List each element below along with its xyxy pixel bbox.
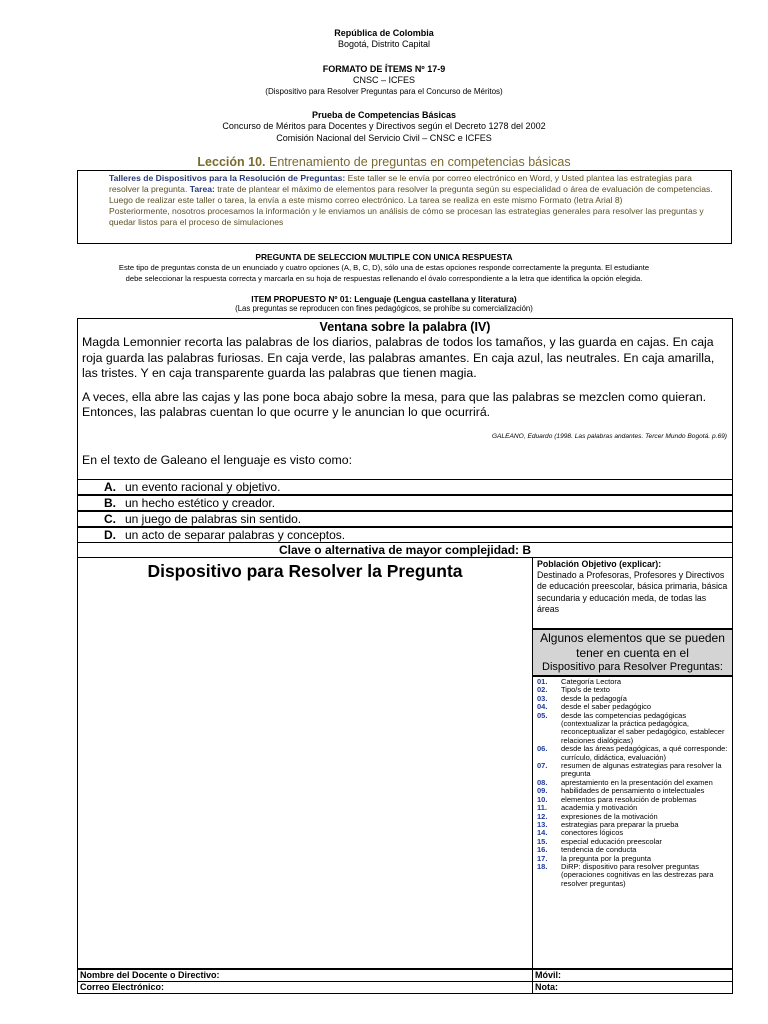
list-item xyxy=(537,762,730,779)
item-text: la pregunta por la pregunta xyxy=(561,853,652,863)
option-d[interactable] xyxy=(77,527,733,543)
item-text: desde el saber pedagógico xyxy=(561,702,652,712)
device-answer-area[interactable] xyxy=(77,557,533,969)
format-title: FORMATO DE ÍTEMS Nº 17-9 xyxy=(322,64,446,74)
option-b[interactable] xyxy=(77,495,733,511)
item-number: 18. xyxy=(537,861,548,871)
item-number: 01. xyxy=(537,677,548,686)
question-title: Ventana sobre la palabra (IV) xyxy=(319,320,491,334)
header-device: (Dispositivo para Resolver Preguntas para el Concurso de Méritos) xyxy=(265,87,503,96)
item-text: DiRP: dispositivo para resolver preguntas (operaciones cognitivas en las destrezas para resolver preguntas) xyxy=(561,861,714,888)
item-number: 16. xyxy=(537,845,548,855)
item-text: aprestamiento en la presentación del examen xyxy=(561,777,713,787)
item-text: expresiones de la motivación xyxy=(561,811,658,821)
elements-header-line2: Dispositivo para Resolver Preguntas: xyxy=(542,661,723,673)
footer-divider xyxy=(532,981,533,994)
option-c[interactable] xyxy=(77,511,733,527)
elements-list xyxy=(532,676,733,969)
option-letter: B. xyxy=(104,496,116,510)
contest-line: Concurso de Méritos para Docentes y Directivos según el Decreto 1278 del 2002 xyxy=(222,121,546,131)
lesson-heading xyxy=(0,155,768,169)
item-number: 15. xyxy=(537,836,548,846)
list-item xyxy=(537,712,730,746)
item-number: 11. xyxy=(537,803,548,813)
item-text: Tipo/s de texto xyxy=(561,685,610,695)
option-letter: C. xyxy=(104,512,116,526)
option-letter: D. xyxy=(104,528,116,542)
item-text: habilidades de pensamiento o intelectuales xyxy=(561,786,705,796)
item-number: 07. xyxy=(537,761,548,771)
list-item xyxy=(537,863,730,888)
answer-key: Clave o alternativa de mayor complejidad: B xyxy=(77,542,733,558)
item-text: estrategias para preparar la prueba xyxy=(561,819,679,829)
population-text: Destinado a Profesoras, Profesores y Directivos de educación preescolar, básica primaria, básica secundaria y educación meda, de todas las áreas xyxy=(537,570,728,614)
header-city: Bogotá, Distrito Capital xyxy=(337,39,431,49)
question-paragraph-2: A veces, ella abre las cajas y las pone boca abajo sobre la mesa, para que las palabras se mezclen como quieran. Entonces, las palabras cuentan lo que ocurre y le anuncian lo que ocurrirá. xyxy=(82,389,707,419)
elements-header-line1: Algunos elementos que se pueden tener en cuenta en el xyxy=(540,631,725,660)
item-number: 17. xyxy=(537,853,548,863)
grade-field[interactable]: Nota: xyxy=(535,982,558,992)
footer-row-email xyxy=(77,981,733,994)
item-text: conectores lógicos xyxy=(561,828,624,838)
banner-lead-bold: Talleres de Dispositivos para la Resolución de Preguntas: xyxy=(109,173,346,183)
item-text: Categoría Lectora xyxy=(561,677,622,686)
population-title: Población Objetivo (explicar): xyxy=(537,559,662,569)
item-number: 08. xyxy=(537,777,548,787)
header-org: CNSC – ICFES xyxy=(352,75,415,85)
item-number: 12. xyxy=(537,811,548,821)
question-citation: GALEANO, Eduardo (1998. Las palabras andantes. Tercer Mundo Bogotá. p.69) xyxy=(491,433,727,440)
item-text: desde las competencias pedagógicas (contextualizar la práctica pedagógica, reconceptualizar el saber pedagógico, establecer relaciones dialógicas) xyxy=(561,710,725,745)
question-box xyxy=(77,318,733,480)
option-letter: A. xyxy=(104,480,116,494)
question-paragraph-1: Magda Lemonnier recorta las palabras de los diarios, palabras de todos los tamaños, y las guarda en cajas. En caja roja guarda las palabras furiosas. En caja verde, las palabras amantes. En caja azul, las neutrales. En caja amarilla, las tristes. Y en caja transparente guarda las palabras que tienen magia. xyxy=(82,335,715,380)
item-number: 13. xyxy=(537,819,548,829)
option-a[interactable] xyxy=(77,479,733,495)
banner-lead-text: Este taller se le envía por correo electrónico en Word, y Usted plantea las estrategias para resolver la pregunta. xyxy=(109,173,692,194)
section-desc-2: debe seleccionar la respuesta correcta y marcarla en su hoja de respuestas rellenando el óvalo correspondiente a la letra que identifica la opción elegida. xyxy=(125,274,643,283)
section-desc-1: Este tipo de preguntas consta de un enunciado y cuatro opciones (A, B, C, D), sólo una de estas opciones responde correctamente la pregunta. El estudiante xyxy=(118,263,650,272)
item-text: elementos para resolución de problemas xyxy=(561,794,697,804)
option-text: un evento racional y objetivo. xyxy=(125,480,281,494)
banner-line3: Luego de realizar este taller o tarea, la envía a este mismo correo electrónico. La tarea se realiza en este mismo Formato (letra Arial 8) xyxy=(109,194,623,205)
question-stem: En el texto de Galeano el lenguaje es visto como: xyxy=(82,453,353,467)
teacher-name-field[interactable]: Nombre del Docente o Directivo: xyxy=(80,970,220,980)
item-text: resumen de algunas estrategias para resolver la pregunta xyxy=(561,761,722,779)
mobile-field[interactable]: Móvil: xyxy=(535,970,561,980)
population-box xyxy=(532,557,733,629)
banner-task-text: trate de plantear el máximo de elementos para resolver la pregunta según su especialidad o área de evaluación de competencias. xyxy=(217,183,713,194)
item-text: especial educación preescolar xyxy=(561,836,662,846)
commission-line: Comisión Nacional del Servicio Civil – CNSC e ICFES xyxy=(276,133,492,143)
item-number: 06. xyxy=(537,744,548,754)
device-title: Dispositivo para Resolver la Pregunta xyxy=(147,561,463,581)
header-country: República de Colombia xyxy=(334,28,434,38)
lesson-title: Entrenamiento de preguntas en competencias básicas xyxy=(269,155,571,169)
banner-task-bold: Tarea: xyxy=(189,183,215,194)
email-field[interactable]: Correo Electrónico: xyxy=(80,982,165,992)
item-number: 02. xyxy=(537,685,548,695)
item-text: desde las áreas pedagógicas, a qué corresponde: currículo, didáctica, evaluación) xyxy=(561,744,728,762)
item-number: 14. xyxy=(537,828,548,838)
section-title: PREGUNTA DE SELECCION MULTIPLE CON UNICA RESPUESTA xyxy=(255,252,513,262)
elements-header xyxy=(532,629,733,676)
option-text: un acto de separar palabras y conceptos. xyxy=(125,528,346,542)
item-note: (Las preguntas se reproducen con fines pedagógicos, se prohíbe su comercialización) xyxy=(235,304,533,313)
item-number: 10. xyxy=(537,794,548,804)
workshop-banner xyxy=(77,170,732,244)
option-text: un hecho estético y creador. xyxy=(125,496,276,510)
item-number: 09. xyxy=(537,786,548,796)
lesson-number: Lección 10. xyxy=(197,155,266,169)
item-number: 03. xyxy=(537,693,548,703)
item-text: academia y motivación xyxy=(561,803,638,813)
item-text: desde la pedagogía xyxy=(561,693,627,703)
option-text: un juego de palabras sin sentido. xyxy=(125,512,302,526)
test-title: Prueba de Competencias Básicas xyxy=(311,110,457,120)
list-item xyxy=(537,745,730,762)
banner-line4: Posteriormente, nosotros procesamos la información y le enviamos un análisis de cómo se procesan las estrategias generales para resolver las preguntas y quedar listos para el proceso de simulaciones xyxy=(109,205,704,227)
item-text: tendencia de conducta xyxy=(561,845,637,855)
item-number: 04. xyxy=(537,702,548,712)
item-title: ITEM PROPUESTO Nº 01: Lenguaje (Lengua castellana y literatura) xyxy=(251,294,517,304)
item-number: 05. xyxy=(537,710,548,720)
